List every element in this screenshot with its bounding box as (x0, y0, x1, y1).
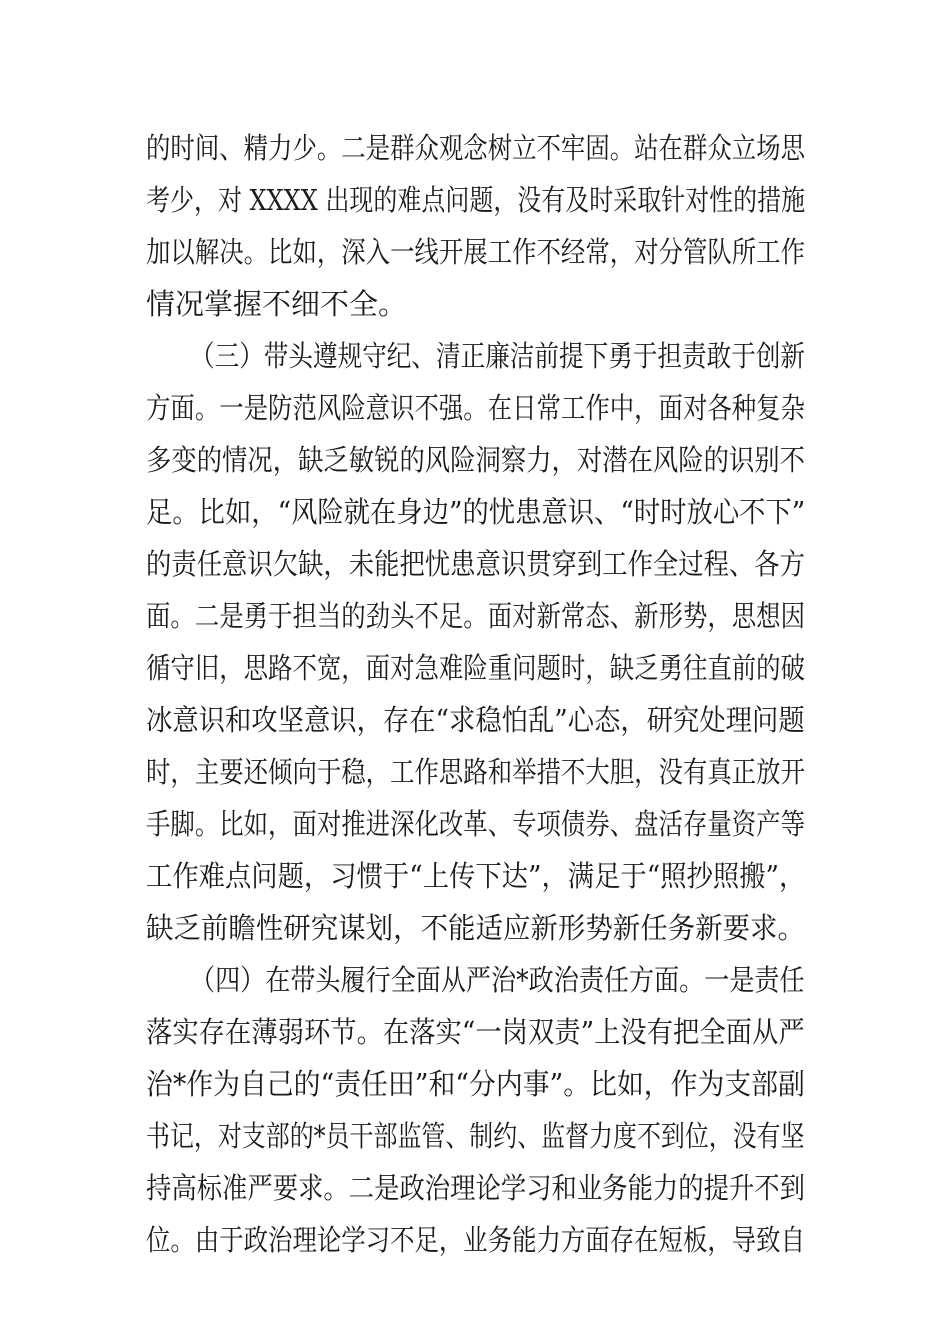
line-text: 加以解决。比如，深入一线开展工作不经常，对分管队所工作 (146, 235, 805, 269)
text-line (0, 695, 950, 745)
text-line (0, 851, 950, 901)
text-line (0, 591, 950, 641)
text-line (0, 123, 950, 173)
line-text: 工作难点问题，习惯于“上传下达”，满足于“照抄照搬”， (146, 859, 806, 893)
text-line (0, 435, 950, 485)
section-heading-three (0, 331, 950, 381)
text-line (0, 175, 950, 225)
text-line (0, 903, 950, 953)
line-text: 治*作为自己的“责任田”和“分内事”。比如，作为支部副 (146, 1067, 805, 1101)
line-text: 的时间、精力少。二是群众观念树立不牢固。站在群众立场思 (146, 131, 805, 165)
section-heading-four (0, 955, 950, 1005)
text-line (0, 643, 950, 693)
text-line (0, 1059, 950, 1109)
text-line (0, 1163, 950, 1213)
text-line (0, 487, 950, 537)
text-line (0, 279, 950, 329)
line-text: 持高标准严要求。二是政治理论学习和业务能力的提升不到 (146, 1171, 806, 1205)
line-text: 时，主要还倾向于稳，工作思路和举措不大胆，没有真正放开 (146, 755, 805, 789)
line-text: 循守旧，思路不宽，面对急难险重问题时，缺乏勇往直前的破 (146, 651, 805, 685)
text-line (0, 799, 950, 849)
line-text: 方面。一是防范风险意识不强。在日常工作中，面对各种复杂 (146, 391, 805, 425)
text-line (0, 227, 950, 277)
text-line (0, 747, 950, 797)
line-text: 的责任意识欠缺，未能把忧患意识贯穿到工作全过程、各方 (146, 547, 806, 581)
line-text: 位。由于政治理论学习不足，业务能力方面存在短板，导致自 (146, 1223, 805, 1257)
text-line (0, 1111, 950, 1161)
line-text: 考少，对 XXXX 出现的难点问题，没有及时采取针对性的措施 (146, 183, 806, 217)
line-text: 手脚。比如，面对推进深化改革、专项债券、盘活存量资产等 (146, 807, 805, 841)
line-text: 缺乏前瞻性研究谋划，不能适应新形势新任务新要求。 (146, 911, 805, 945)
line-text: 冰意识和攻坚意识，存在“求稳怕乱”心态，研究处理问题 (146, 703, 805, 737)
line-text: （四）在带头履行全面从严治*政治责任方面。一是责任 (190, 963, 805, 997)
line-text: 落实存在薄弱环节。在落实“一岗双责”上没有把全面从严 (146, 1015, 805, 1049)
text-line (0, 539, 950, 589)
line-text: 多变的情况，缺乏敏锐的风险洞察力，对潜在风险的识别不 (146, 443, 806, 477)
line-text: 面。二是勇于担当的劲头不足。面对新常态、新形势，思想因 (146, 599, 805, 633)
line-text: 情况掌握不细不全。 (146, 287, 408, 321)
text-line (0, 383, 950, 433)
text-line (0, 1215, 950, 1265)
line-text: （三）带头遵规守纪、清正廉洁前提下勇于担责敢于创新 (190, 339, 806, 373)
text-line (0, 1007, 950, 1057)
line-text: 书记，对支部的*员干部监管、制约、监督力度不到位，没有坚 (146, 1119, 805, 1153)
line-text: 足。比如，“风险就在身边”的忧患意识、“时时放心不下” (146, 495, 806, 529)
